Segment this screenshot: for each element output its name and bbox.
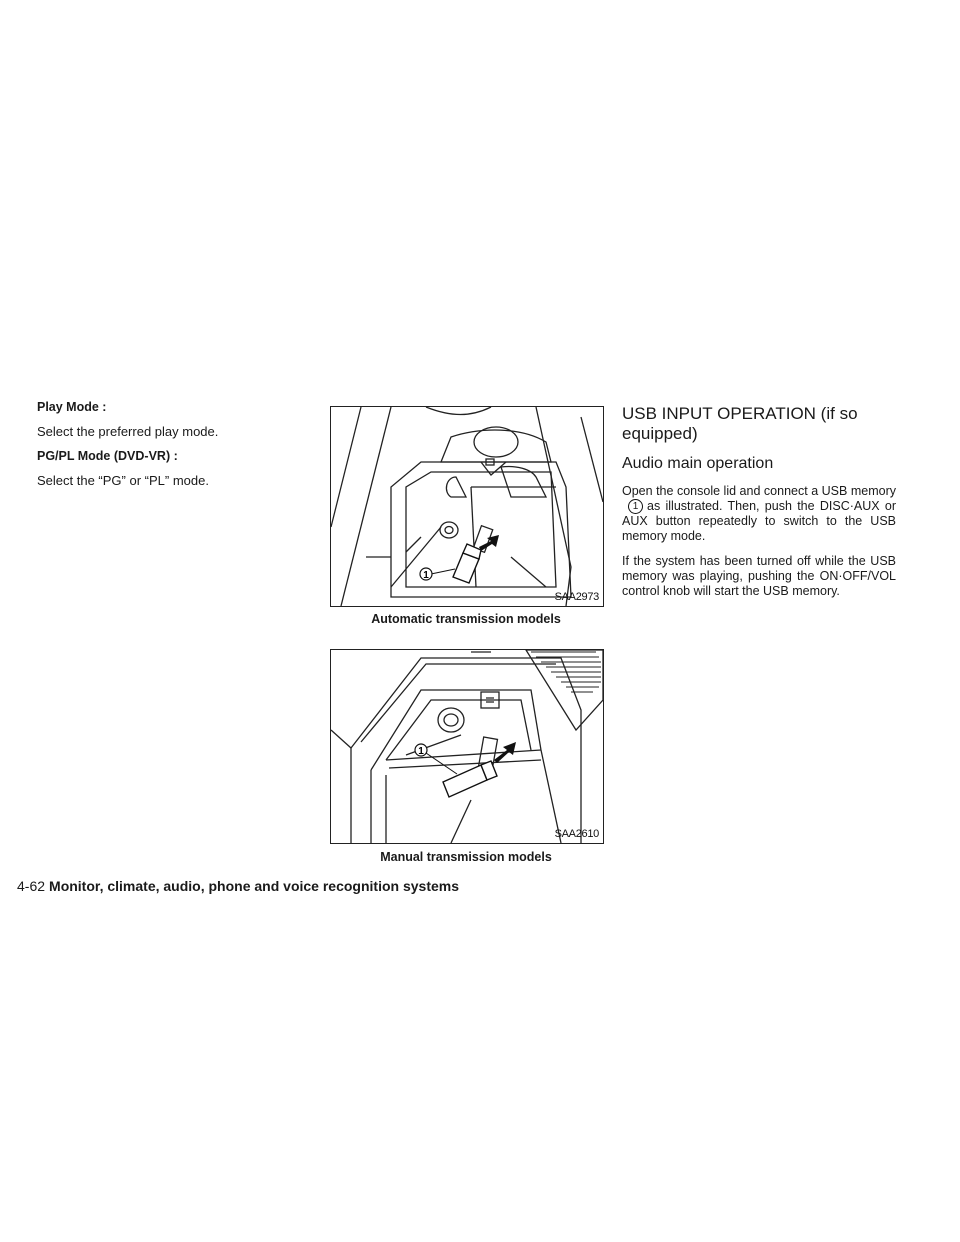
play-mode-text: Select the preferred play mode.: [37, 424, 219, 439]
console-usb-illustration-1: [331, 407, 603, 606]
pgpl-mode-label: PG/PL Mode (DVD-VR) :: [37, 449, 178, 463]
paragraph-connect-usb: [622, 484, 896, 544]
console-usb-illustration-2: [331, 650, 603, 843]
callout-marker: 1: [628, 499, 643, 514]
page-number: 4-62: [17, 878, 46, 894]
right-column: [622, 404, 896, 609]
paragraph-resume-usb: If the system has been turned off while the USB memory was playing, pushing the ON·OFF/VOL control knob will start the USB memory.: [622, 554, 896, 598]
section-title: Monitor, climate, audio, phone and voice recognition systems: [49, 878, 459, 894]
paragraph-connect-usb-start: Open the console lid and connect a USB memory: [622, 484, 896, 498]
left-column: [37, 400, 307, 498]
section-heading: USB INPUT OPERATION (if so equipped): [622, 404, 858, 443]
page-footer: [17, 878, 459, 894]
manual-transmission-illustration: [330, 649, 604, 844]
figure1-callout: 1: [423, 570, 429, 581]
figure1-code: SAA2973: [554, 591, 599, 603]
automatic-transmission-illustration: [330, 406, 604, 607]
paragraph-connect-usb-end: as illustrated. Then, push the DISC·AUX or AUX button repeatedly to switch to the USB memory mode.: [622, 499, 896, 543]
figure2-code: SAA2610: [554, 828, 599, 840]
figure2-callout: 1: [418, 746, 424, 757]
pgpl-mode-text: Select the “PG” or “PL” mode.: [37, 473, 209, 488]
figure1-caption: Automatic transmission models: [371, 612, 561, 626]
figure2-caption: Manual transmission models: [380, 850, 552, 864]
subsection-heading: Audio main operation: [622, 455, 774, 472]
play-mode-label: Play Mode :: [37, 400, 107, 414]
